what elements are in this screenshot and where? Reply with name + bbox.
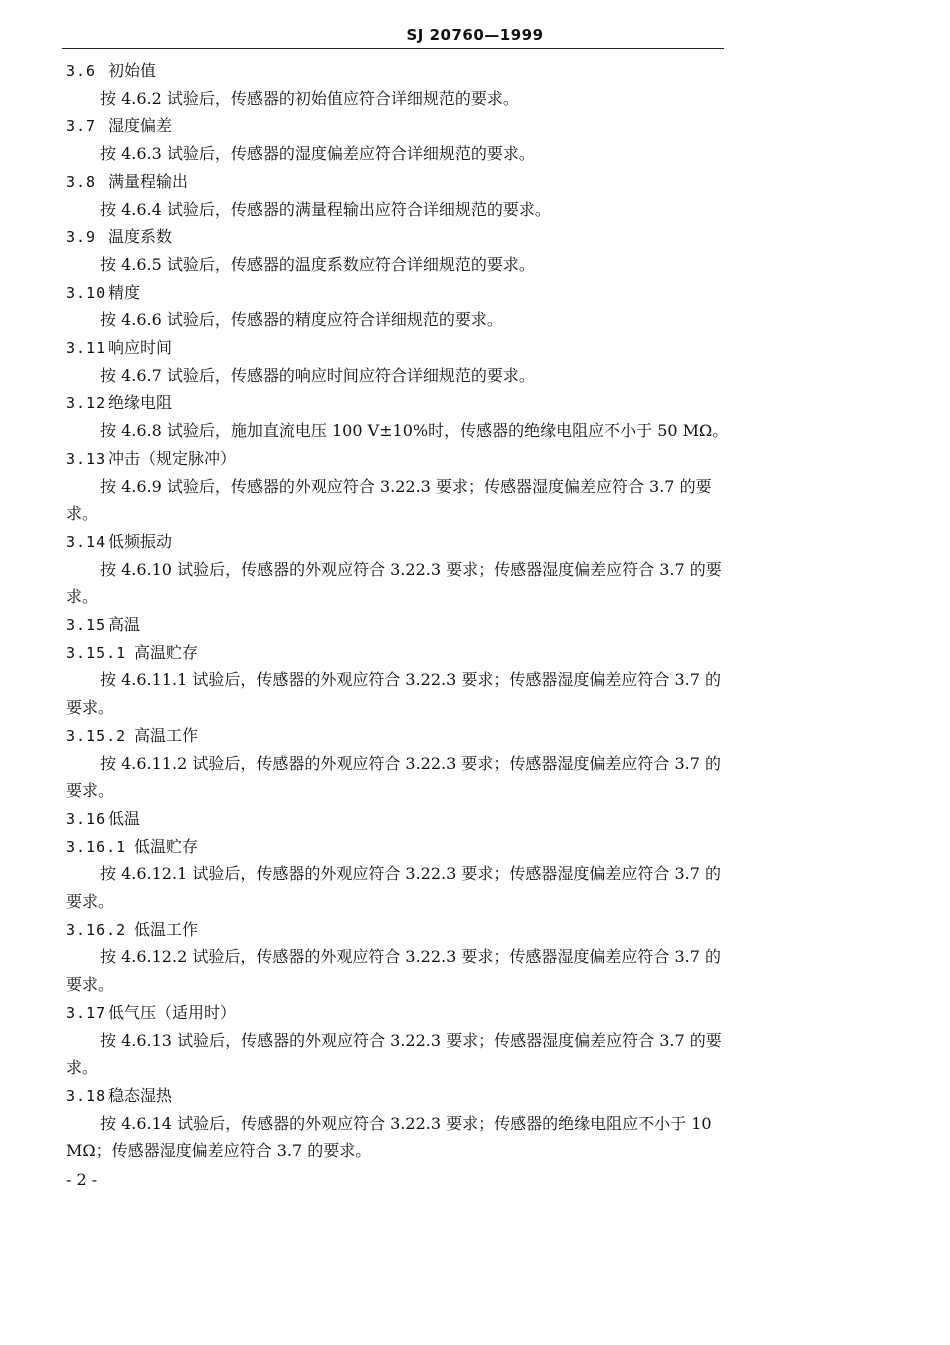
- section-title: 初始值: [108, 61, 157, 80]
- section-title: 低温: [108, 808, 141, 828]
- section-number: 3.15.2: [66, 726, 127, 745]
- document-code-header: SJ 20760—1999: [406, 26, 544, 44]
- section-heading: [66, 173, 188, 191]
- paragraph-continuation: 求。: [66, 504, 99, 524]
- section-number: 3.16.2: [66, 920, 127, 939]
- section-number: 3.16.1: [66, 837, 127, 856]
- paragraph-line: 按 4.6.8 试验后，施加直流电压 100 V±10%时，传感器的绝缘电阻应不小于 50 MΩ。: [100, 421, 729, 441]
- section-heading: [66, 810, 140, 828]
- section-heading: [66, 339, 172, 357]
- section-heading: [66, 284, 140, 302]
- paragraph-continuation: MΩ；传感器湿度偏差应符合 3.7 的要求。: [66, 1141, 372, 1161]
- section-heading: [66, 62, 156, 80]
- section-title: 低频振动: [108, 531, 173, 551]
- section-title: 响应时间: [108, 338, 173, 357]
- section-number: 3.10: [66, 283, 107, 302]
- paragraph-line: 按 4.6.5 试验后，传感器的温度系数应符合详细规范的要求。: [100, 254, 535, 274]
- section-number: 3.9: [66, 228, 97, 247]
- section-heading: [66, 921, 198, 939]
- section-number: 3.15.1: [66, 643, 127, 662]
- paragraph-line: 按 4.6.3 试验后，传感器的湿度偏差应符合详细规范的要求。: [100, 144, 535, 164]
- section-heading: [66, 1087, 172, 1105]
- paragraph-line: 按 4.6.14 试验后，传感器的外观应符合 3.22.3 要求；传感器的绝缘电阻应不小于 10: [100, 1113, 712, 1133]
- section-heading: [66, 394, 172, 412]
- paragraph-continuation: 要求。: [66, 781, 115, 801]
- paragraph-line: 按 4.6.12.2 试验后，传感器的外观应符合 3.22.3 要求；传感器湿度偏差应符合 3.7 的: [100, 947, 722, 967]
- header-rule: [62, 48, 724, 49]
- section-title: 稳态湿热: [108, 1085, 173, 1105]
- section-number: 3.11: [66, 339, 107, 357]
- paragraph-line: 按 4.6.6 试验后，传感器的精度应符合详细规范的要求。: [100, 310, 503, 330]
- section-title: 高温贮存: [134, 642, 199, 662]
- section-heading: [66, 644, 198, 662]
- paragraph-continuation: 要求。: [66, 892, 115, 911]
- paragraph-line: 按 4.6.13 试验后，传感器的外观应符合 3.22.3 要求；传感器湿度偏差应符合 3.7 的要: [100, 1030, 722, 1050]
- paragraph-line: 按 4.6.10 试验后，传感器的外观应符合 3.22.3 要求；传感器湿度偏差应符合 3.7 的要: [100, 559, 722, 579]
- section-number: 3.16: [66, 809, 107, 828]
- paragraph-continuation: 要求。: [66, 975, 115, 995]
- section-heading: [66, 228, 172, 246]
- section-number: 3.12: [66, 394, 107, 413]
- section-title: 绝缘电阻: [108, 393, 173, 413]
- paragraph-line: 按 4.6.12.1 试验后，传感器的外观应符合 3.22.3 要求；传感器湿度偏差应符合 3.7 的: [100, 864, 722, 884]
- paragraph-line: 按 4.6.11.2 试验后，传感器的外观应符合 3.22.3 要求；传感器湿度偏差应符合 3.7 的: [100, 753, 722, 773]
- section-number: 3.18: [66, 1086, 107, 1105]
- paragraph-line: 按 4.6.9 试验后，传感器的外观应符合 3.22.3 要求；传感器湿度偏差应符合 3.7 的要: [100, 476, 712, 496]
- section-heading: [66, 838, 198, 856]
- section-heading: [66, 533, 172, 551]
- paragraph-continuation: 求。: [66, 587, 99, 607]
- section-number: 3.13: [66, 449, 107, 468]
- section-heading: [66, 450, 236, 468]
- section-heading: [66, 616, 140, 634]
- paragraph-line: 按 4.6.11.1 试验后，传感器的外观应符合 3.22.3 要求；传感器湿度偏差应符合 3.7 的: [100, 670, 722, 690]
- section-title: 温度系数: [108, 227, 173, 247]
- paragraph-continuation: 求。: [66, 1058, 99, 1078]
- section-title: 低气压（适用时）: [108, 1002, 237, 1022]
- page-number: - 2 -: [66, 1170, 98, 1189]
- section-title: 湿度偏差: [108, 116, 173, 136]
- section-title: 精度: [108, 282, 141, 302]
- section-title: 冲击（规定脉冲）: [108, 448, 237, 468]
- paragraph-line: 按 4.6.7 试验后，传感器的响应时间应符合详细规范的要求。: [100, 365, 535, 385]
- section-number: 3.6: [66, 62, 97, 80]
- section-title: 满量程输出: [108, 171, 189, 191]
- section-number: 3.14: [66, 532, 107, 551]
- section-title: 高温工作: [134, 725, 199, 745]
- section-number: 3.17: [66, 1003, 107, 1022]
- section-title: 低温贮存: [134, 836, 199, 856]
- section-heading: [66, 727, 198, 745]
- paragraph-line: 按 4.6.4 试验后，传感器的满量程输出应符合详细规范的要求。: [100, 199, 551, 219]
- section-number: 3.8: [66, 172, 97, 191]
- section-heading: [66, 1004, 236, 1022]
- paragraph-continuation: 要求。: [66, 698, 115, 718]
- section-number: 3.15: [66, 616, 107, 634]
- section-title: 低温工作: [134, 919, 199, 939]
- paragraph-line: 按 4.6.2 试验后，传感器的初始值应符合详细规范的要求。: [100, 88, 519, 108]
- section-heading: [66, 117, 172, 135]
- section-number: 3.7: [66, 117, 97, 136]
- section-title: 高温: [108, 615, 141, 634]
